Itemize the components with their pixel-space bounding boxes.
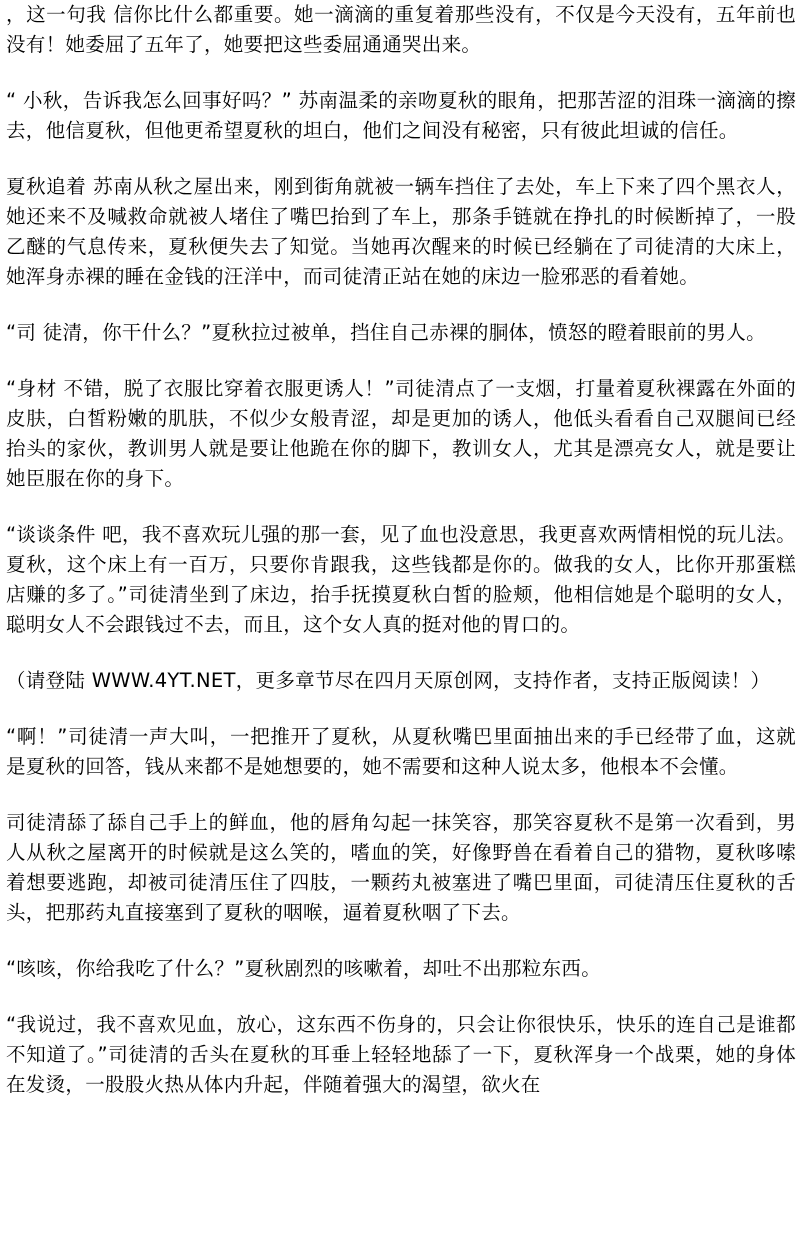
paragraph-8: “啊！”司徒清一声大叫，一把推开了夏秋，从夏秋嘴巴里面抽出来的手已经带了血，这就是夏秋的回答，钱从来都不是她想要的，她不需要和这种人说太多，他根本不会懂。 bbox=[6, 725, 796, 778]
paragraph-6: “谈谈条件 吧，我不喜欢玩儿强的那一套，见了血也没意思，我更喜欢两情相悦的玩儿法。夏秋，这个床上有一百万，只要你肯跟我，这些钱都是你的。做我的女人，比你开那蛋糕店赚的多了。”司徒清坐到了床边，抬手抚摸夏秋白皙的脸颊，他相信她是个聪明的女人，聪明女人不会跟钱过不去，而且，这个女人真的挺对他的胃口的。 bbox=[6, 523, 796, 636]
paragraph-4: “司 徒清，你干什么？”夏秋拉过被单，挡住自己赤裸的胴体，愤怒的瞪着眼前的男人。 bbox=[6, 321, 766, 344]
paragraph-10: “咳咳，你给我吃了什么？”夏秋剧烈的咳嗽着，却吐不出那粒东西。 bbox=[6, 957, 602, 980]
paragraph-5: “身材 不错，脱了衣服比穿着衣服更诱人！”司徒清点了一支烟，打量着夏秋裸露在外面的皮肤，白皙粉嫩的肌肤，不似少女般青涩，却是更加的诱人，他低头看看自己双腿间已经抬头的家伙，教训男人就是要让他跪在你的脚下，教训女人，尤其是漂亮女人，就是要让她臣服在你的身下。 bbox=[6, 377, 796, 490]
paragraph-9: 司徒清舔了舔自己手上的鲜血，他的唇角勾起一抹笑容，那笑容夏秋不是第一次看到，男人从秋之屋离开的时候就是这么笑的，嗜血的笑，好像野兽在看着自己的猎物，夏秋哆嗦着想要逃跑，却被司徒清压住了四肢，一颗药丸被塞进了嘴巴里面，司徒清压住夏秋的舌头，把那药丸直接塞到了夏秋的咽喉，逼着夏秋咽了下去。 bbox=[6, 811, 796, 924]
paragraph-2: “ 小秋，告诉我怎么回事好吗？” 苏南温柔的亲吻夏秋的眼角，把那苦涩的泪珠一滴滴的擦去，他信夏秋，但他更希望夏秋的坦白，他们之间没有秘密，只有彼此坦诚的信任。 bbox=[6, 89, 796, 142]
paragraph-1: ，这一句我 信你比什么都重要。她一滴滴的重复着那些没有，不仅是今天没有，五年前也没有！她委屈了五年了，她要把这些委屈通通哭出来。 bbox=[6, 3, 796, 56]
site-notice-paragraph: （请登陆 WWW.4YT.NET，更多章节尽在四月天原创网，支持作者，支持正版阅读！） bbox=[6, 669, 771, 692]
paragraph-11: “我说过，我不喜欢见血，放心，这东西不伤身的，只会让你很快乐，快乐的连自己是谁都不知道了。”司徒清的舌头在夏秋的耳垂上轻轻地舔了一下，夏秋浑身一个战栗，她的身体在发烫，一股股火热从体内升起，伴随着强大的渴望，欲火在 bbox=[6, 1013, 796, 1096]
paragraph-3: 夏秋追着 苏南从秋之屋出来，刚到街角就被一辆车挡住了去处，车上下来了四个黑衣人，她还来不及喊救命就被人堵住了嘴巴抬到了车上，那条手链就在挣扎的时候断掉了，一股乙醚的气息传来，夏秋便失去了知觉。当她再次醒来的时候已经躺在了司徒清的大床上，她浑身赤裸的睡在金钱的汪洋中，而司徒清正站在她的床边一脸邪恶的看着她。 bbox=[6, 175, 796, 288]
